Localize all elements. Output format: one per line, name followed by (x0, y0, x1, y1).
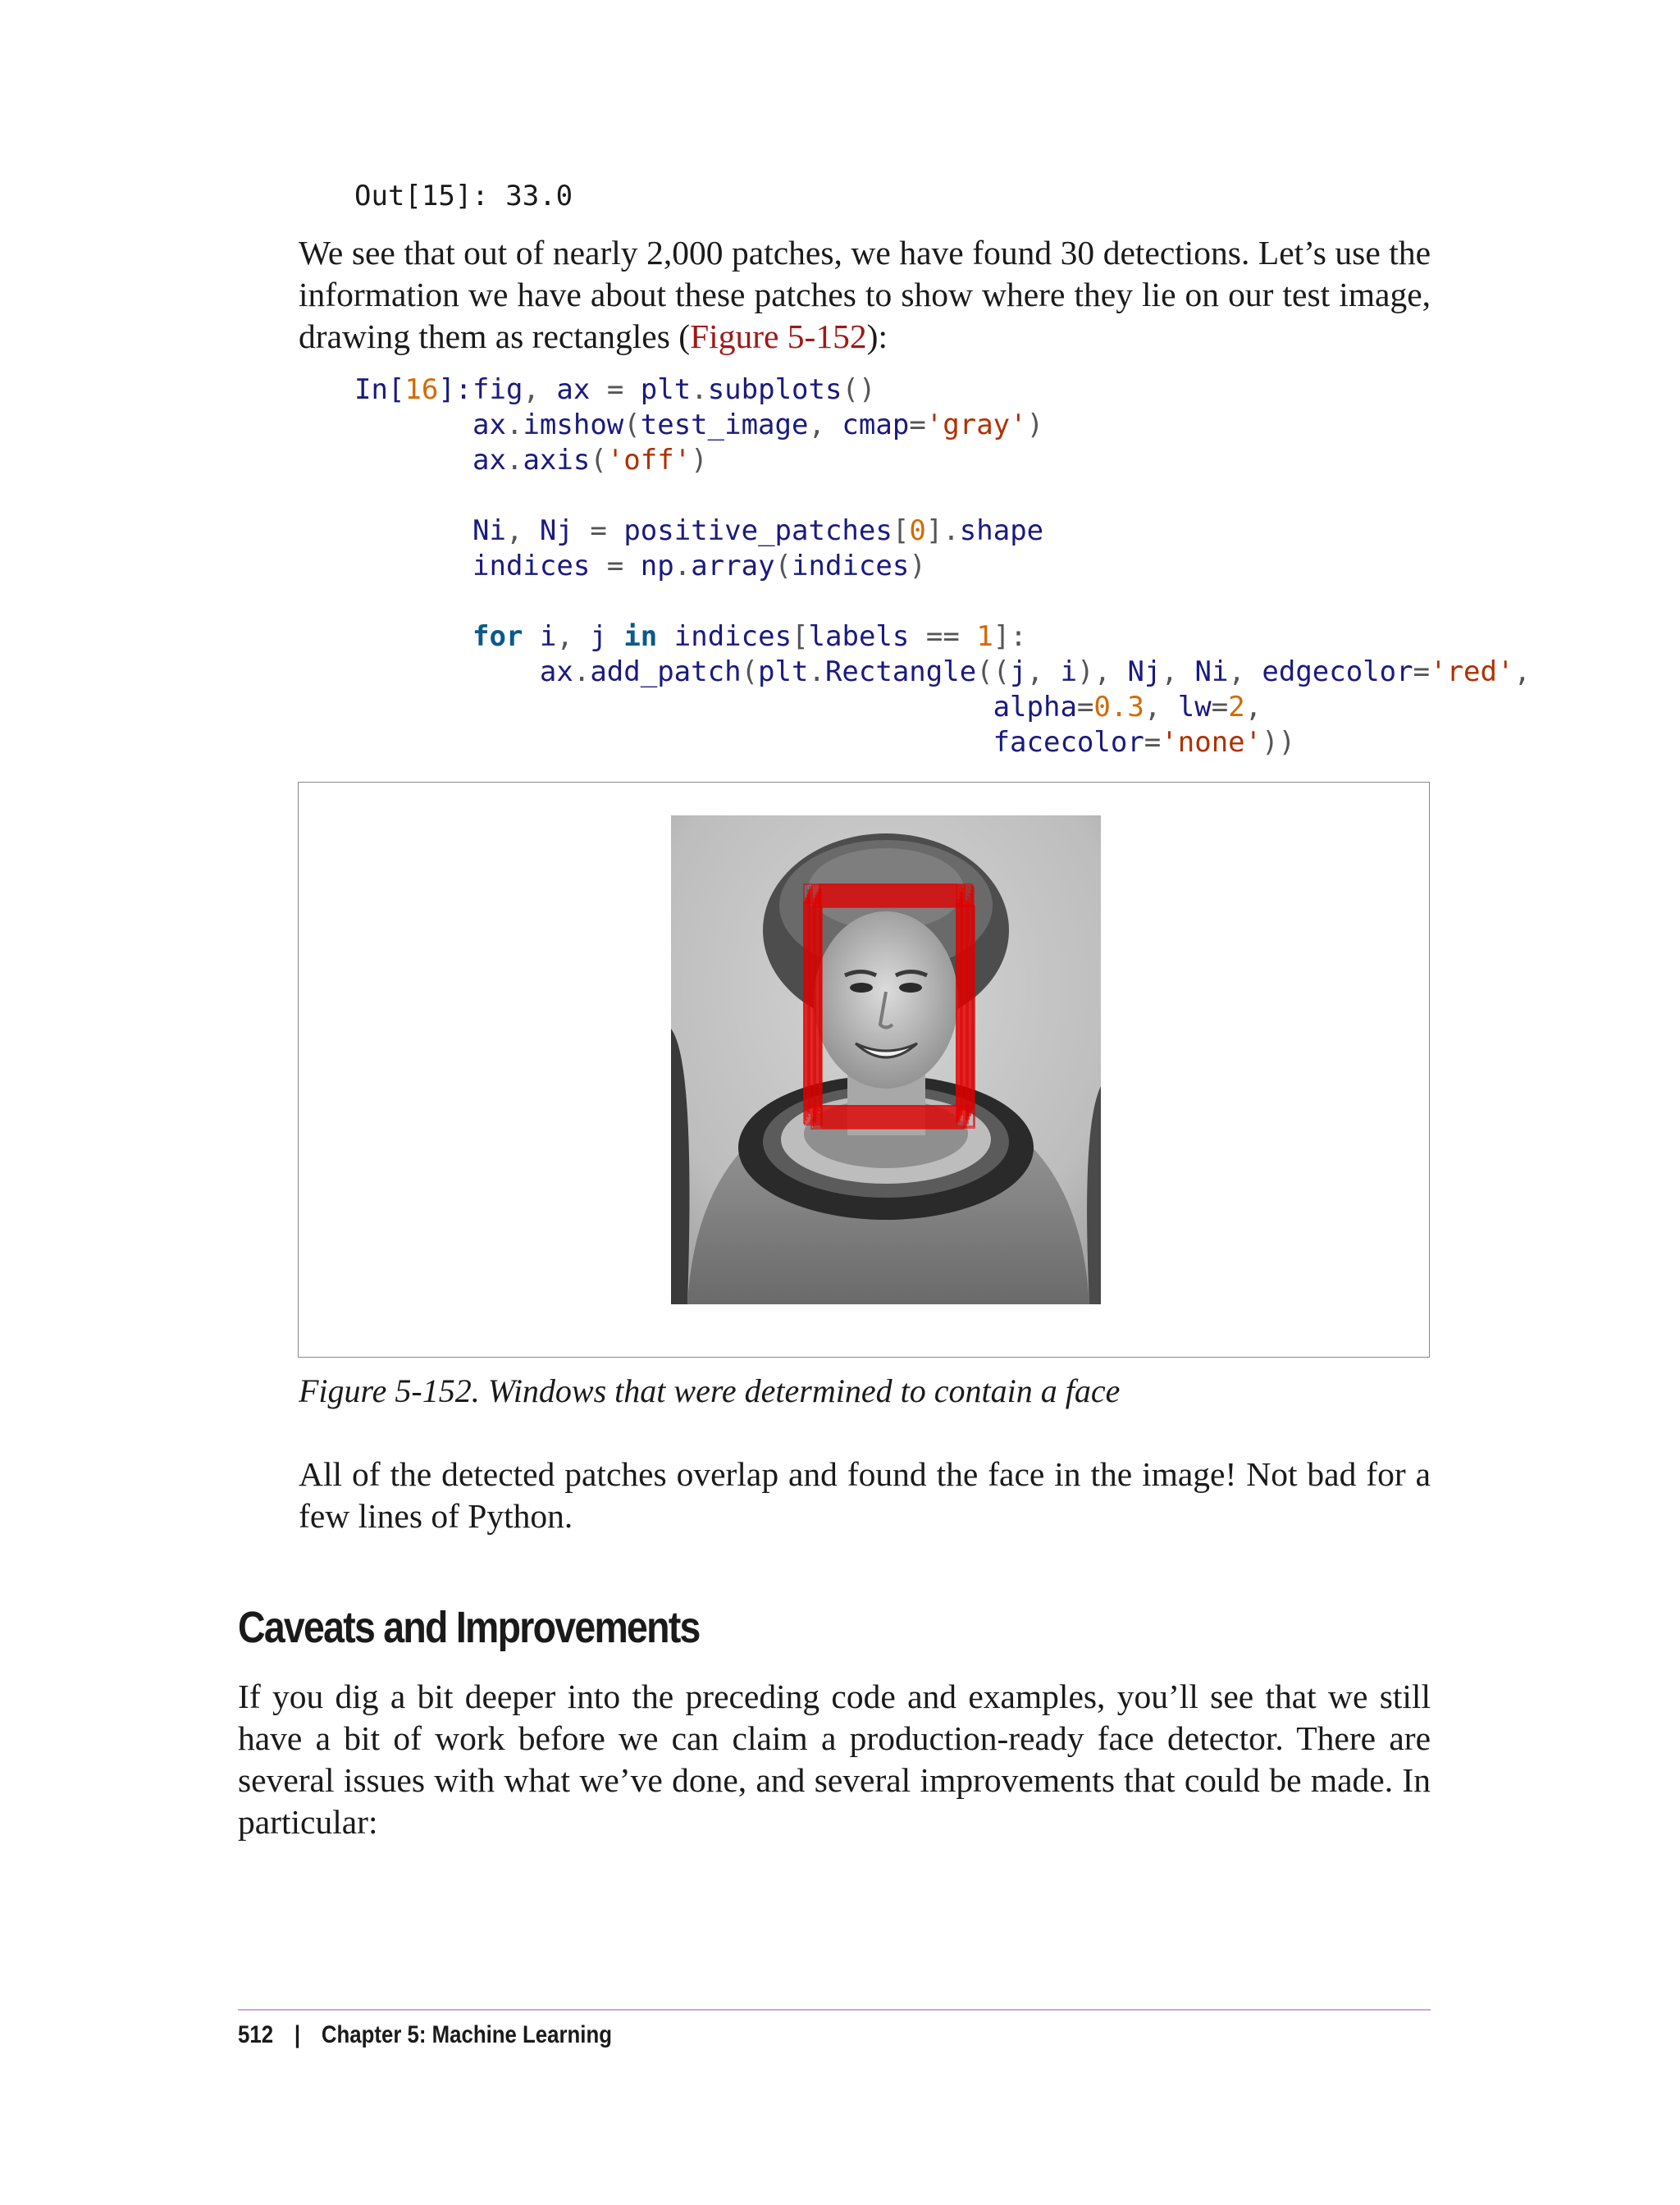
astronaut-photo (671, 815, 1101, 1304)
code-line (472, 478, 1531, 514)
figure-frame (298, 782, 1430, 1358)
code-line: ax.imshow(test_image, cmap='gray') (472, 409, 1044, 441)
code-line: ax.axis('off') (472, 444, 708, 477)
code-line: alpha=0.3, lw=2, (993, 691, 1262, 724)
code-line: fig, ax = plt.subplots() (472, 373, 876, 406)
caveats-paragraph: If you dig a bit deeper into the preceding code and examples, you’ll see that we still have a bit of work before we can claim a production-ready face detector. There are several issues with what we’ve done, and several improvements that could be made. In particular: (238, 1678, 1431, 1841)
code-line: facecolor='none')) (993, 726, 1296, 759)
code-line: for i, j in indices[labels == 1]: (472, 620, 1027, 653)
intro-paragraph (299, 232, 1431, 358)
page-footer (238, 2021, 612, 2049)
intro-text: We see that out of nearly 2,000 patches, we have found 30 detections. Let’s use the information we have about these patches to show where they lie on our test image, drawing them as rectangles ( (299, 234, 1431, 355)
input-prompt: In[ (354, 373, 405, 406)
input-prompt-close: ]: (438, 373, 472, 406)
code-lines (472, 372, 1531, 760)
input-prompt-number: 16 (404, 373, 439, 406)
figure-caption: Figure 5-152. Windows that were determined to contain a face (299, 1372, 1121, 1409)
code-line: Ni, Nj = positive_patches[0].shape (472, 514, 1044, 547)
output-prompt: Out[15]: (354, 180, 489, 212)
output-line (354, 179, 573, 214)
intro-text-end: ): (866, 317, 888, 355)
footer-rule (238, 2009, 1431, 2011)
footer-separator: | (294, 2021, 301, 2048)
code-block (354, 372, 472, 408)
page-number: 512 (238, 2021, 274, 2048)
chapter-title: Chapter 5: Machine Learning (321, 2021, 612, 2048)
section-heading: Caveats and Improvements (238, 1603, 700, 1652)
output-value: 33.0 (505, 180, 573, 212)
figure-reference-link[interactable]: Figure 5-152 (690, 317, 867, 355)
code-line (472, 584, 1531, 619)
result-paragraph: All of the detected patches overlap and found the face in the image! Not bad for a few lines of Python. (299, 1455, 1431, 1535)
code-line: indices = np.array(indices) (472, 550, 926, 582)
code-line: ax.add_patch(plt.Rectangle((j, i), Nj, Ni, edgecolor='red', (539, 655, 1531, 688)
